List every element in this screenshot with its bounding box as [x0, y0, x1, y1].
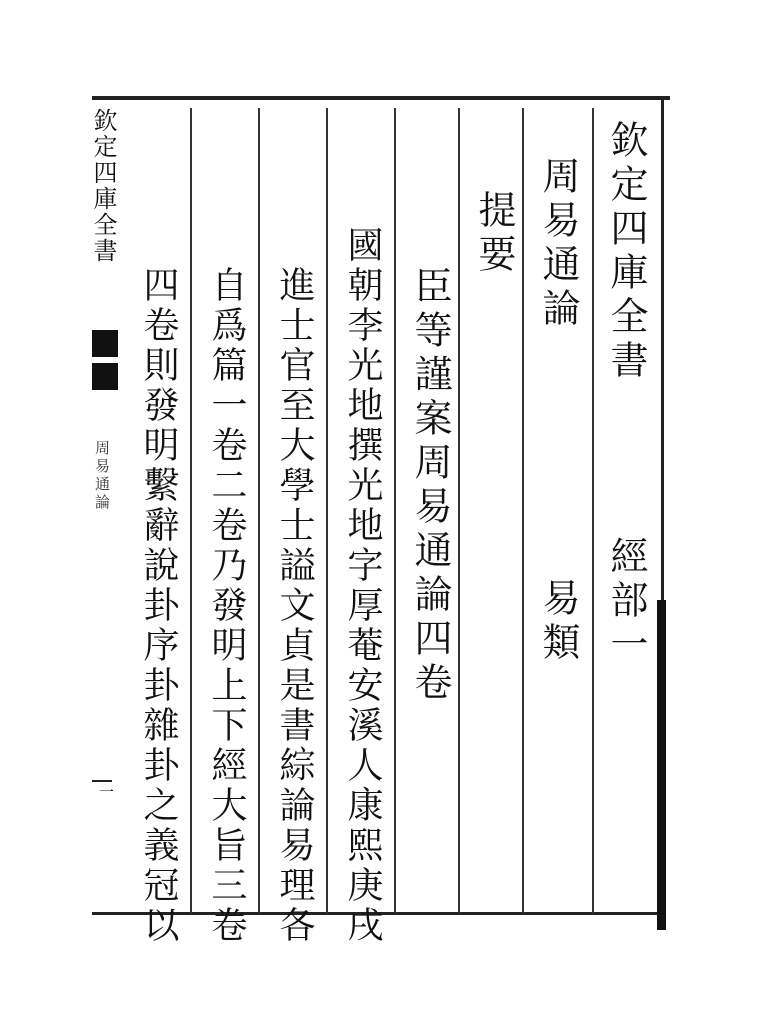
- spine-divider: [92, 780, 112, 782]
- spine-book-title: 周易通論: [93, 440, 111, 512]
- frame-top-border: [92, 96, 670, 100]
- column-rule: [592, 108, 594, 913]
- body-line-1: 臣等謹案周易通論四卷: [408, 266, 452, 706]
- body-line-3: 進士官至大學士謚文貞是書綜論易理各: [274, 266, 315, 946]
- tiyao-label: 提要: [472, 190, 516, 278]
- body-line-4: 自爲篇一卷二卷乃發明上下經大旨三卷: [206, 266, 247, 946]
- collection-title: 欽定四庫全書: [604, 120, 648, 384]
- column-rule: [258, 108, 260, 913]
- body-line-5: 四卷則發明繫辭說卦序卦雜卦之義冠以: [138, 266, 179, 946]
- section-label: 經部一: [604, 536, 648, 668]
- column-rule: [394, 108, 396, 913]
- book-category: 易類: [536, 578, 580, 666]
- frame-right-shadow: [657, 600, 666, 930]
- fishtail-mark: [92, 330, 118, 390]
- column-rule: [326, 108, 328, 913]
- body-line-2: 國朝李光地撰光地字厚菴安溪人康熙庚戌: [342, 226, 383, 946]
- column-rule: [522, 108, 524, 913]
- spine-collection-title: 欽定四庫全書: [89, 108, 117, 264]
- spine-page-number: 一: [97, 784, 115, 799]
- book-title: 周易通論: [536, 156, 580, 332]
- column-rule: [458, 108, 460, 913]
- column-rule: [190, 108, 192, 913]
